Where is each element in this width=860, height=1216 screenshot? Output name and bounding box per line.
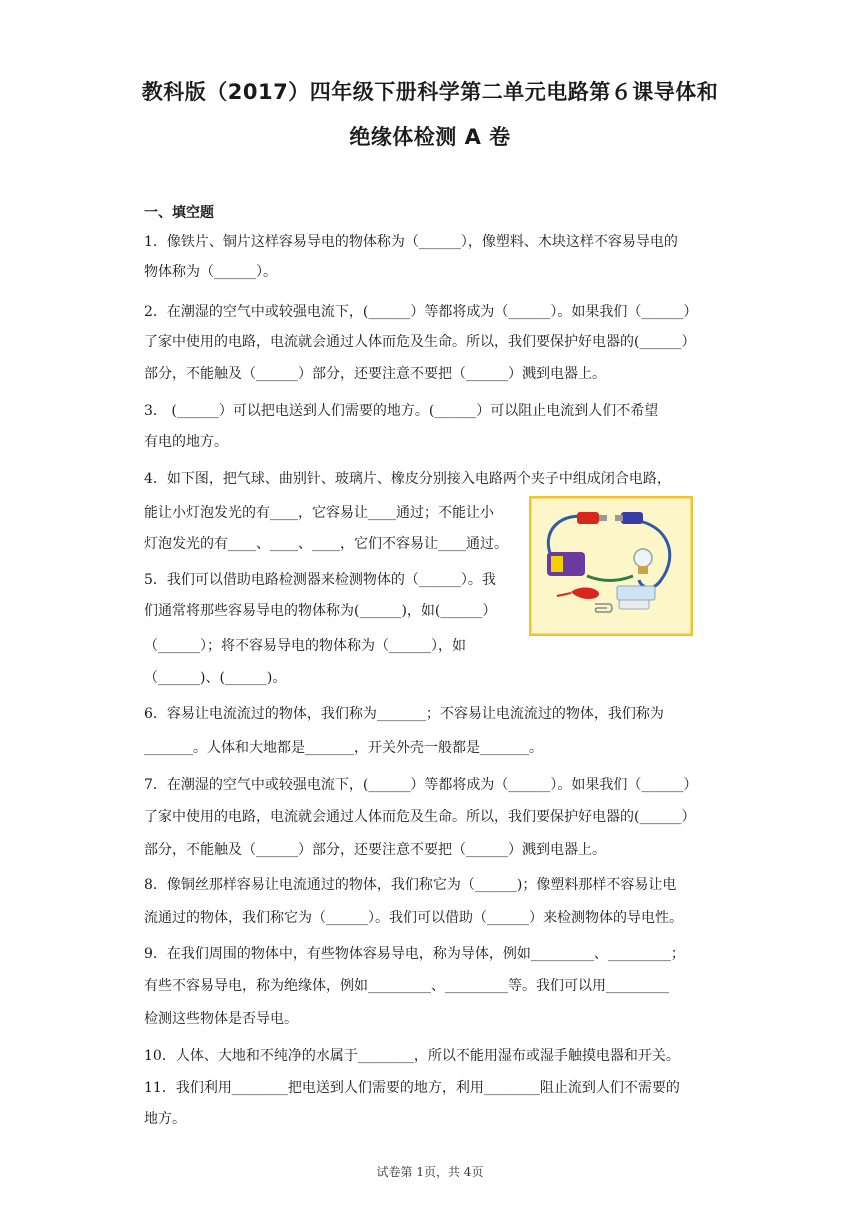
question-line: 们通常将那些容易导电的物体称为(______)，如(______）	[144, 603, 497, 619]
question-line: 4．如下图，把气球、曲别针、玻璃片、橡皮分别接入电路两个夹子中组成闭合电路，	[144, 471, 671, 487]
page-title-line-2: 绝缘体检测 A 卷	[349, 125, 511, 149]
question-line: 8．像铜丝那样容易让电流通过的物体，我们称它为（______)；像塑料那样不容易让电	[144, 877, 677, 893]
question-line: 了家中使用的电路，电流就会通过人体而危及生命。所以，我们要保护好电器的(______）	[144, 334, 696, 350]
question-line: 有电的地方。	[144, 434, 228, 450]
question-line: 6．容易让电流流过的物体，我们称为_______；不容易让电流流过的物体，我们称为	[144, 706, 664, 722]
question-line: 3． (______）可以把电送到人们需要的地方。(______）可以阻止电流到人们不希望	[144, 403, 659, 419]
question-line: 2．在潮湿的空气中或较强电流下，(______）等都将成为（______）。如果我们（______）	[144, 304, 698, 320]
question-line: 灯泡发光的有____、____、____，它们不容易让____通过。	[144, 536, 508, 552]
circuit-tester-illustration	[529, 496, 693, 636]
question-line: （______）；将不容易导电的物体称为（______），如	[144, 638, 466, 654]
page-title-line-1: 教科版（2017）四年级下册科学第二单元电路第６课导体和	[141, 80, 719, 104]
question-line: 部分，不能触及（______）部分，还要注意不要把（______）溅到电器上。	[144, 366, 606, 382]
section-heading: 一、填空题	[144, 205, 214, 221]
question-line: 9．在我们周围的物体中，有些物体容易导电，称为导体，例如_________、_________；	[144, 946, 685, 962]
question-line: 流通过的物体，我们称它为（______）。我们可以借助（______）来检测物体的导电性。	[144, 910, 683, 926]
question-line: 部分，不能触及（______）部分，还要注意不要把（______）溅到电器上。	[144, 842, 606, 858]
question-line: （______)、(______)。	[144, 670, 287, 686]
question-line: 有些不容易导电，称为绝缘体，例如_________、_________等。我们可以用_________	[144, 978, 669, 994]
question-line: 10．人体、大地和不纯净的水属于________，所以不能用湿布或湿手触摸电器和开关。	[144, 1048, 680, 1064]
question-line: 7．在潮湿的空气中或较强电流下，(______）等都将成为（______）。如果我们（______）	[144, 777, 698, 793]
question-line: 物体称为（______）。	[144, 264, 277, 280]
question-line: 能让小灯泡发光的有____，它容易让____通过；不能让小	[144, 505, 494, 521]
question-line: 检测这些物体是否导电。	[144, 1011, 298, 1027]
page-footer: 试卷第 1页，共 4页	[376, 1165, 484, 1179]
question-line: 地方。	[144, 1111, 186, 1127]
question-line: 11．我们利用________把电送到人们需要的地方，利用________阻止流到人们不需要的	[144, 1080, 680, 1096]
question-line: 了家中使用的电路，电流就会通过人体而危及生命。所以，我们要保护好电器的(______）	[144, 809, 696, 825]
question-line: 5．我们可以借助电路检测器来检测物体的（______）。我	[144, 572, 496, 588]
question-line: _______。人体和大地都是_______，开关外壳一般都是_______。	[144, 740, 543, 756]
question-line: 1．像铁片、铜片这样容易导电的物体称为（______），像塑料、木块这样不容易导电的	[144, 234, 678, 250]
